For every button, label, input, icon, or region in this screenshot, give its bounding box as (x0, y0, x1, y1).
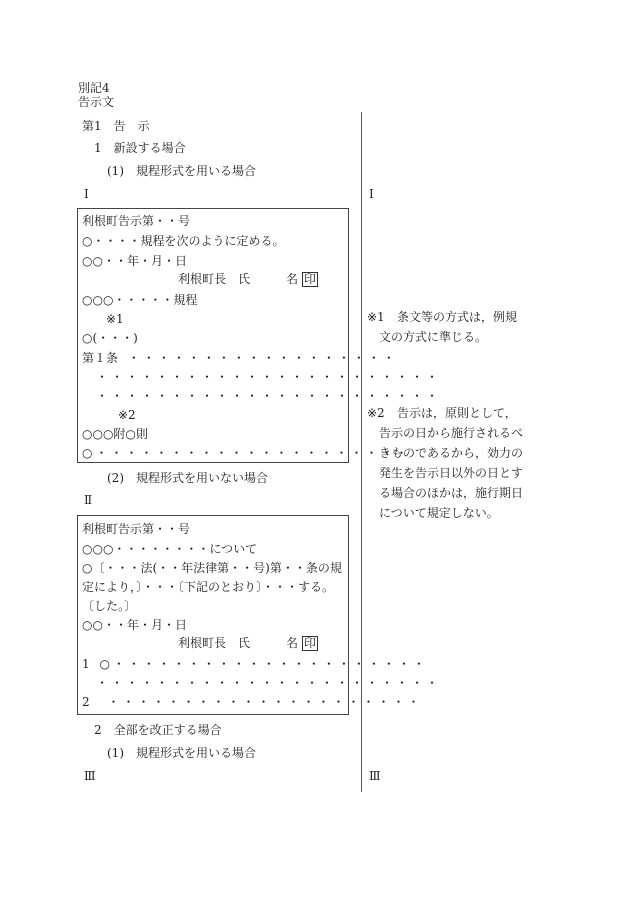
seal-stamp: 印 (304, 272, 317, 286)
note-1-mark: ※1 (367, 310, 385, 324)
right-label-III: Ⅲ (369, 769, 381, 783)
article-dots-line: ・・・・・・・・・・・・・・・・・・・・・・・ (96, 389, 442, 403)
notice-line: ○・・・・規程を次のように定める。 (82, 234, 285, 248)
notice-line: ○〔・・・法(・・年法律第・・号)第・・条の規 (82, 561, 342, 575)
notice-date: ○○・・年・月・日 (82, 254, 187, 268)
notice-number: 利根町告示第・・号 (82, 522, 191, 536)
notice-line: 〔した。〕 (82, 599, 137, 613)
mayor-name: 利根町長 氏 名 (178, 272, 299, 286)
article-1 (82, 351, 398, 365)
mayor-signature (178, 636, 318, 651)
article-dots-line: ・・・・・・・・・・・・・・・・・・・・・・・ (96, 370, 442, 384)
subheading-new-regulation: (1) 規程形式を用いる場合 (107, 164, 256, 178)
label-II: Ⅱ (84, 493, 93, 507)
label-I: Ⅰ (84, 187, 89, 201)
subheading-non-regulation: (2) 規程形式を用いない場合 (107, 471, 268, 485)
item-2-dots: ・・・・・・・・・・・・・・・・・・・・・ (107, 695, 423, 709)
notice-line: 定により，〕・・・〔下記のとおり〕・・・する。 (82, 580, 335, 594)
regulation-title: ○○○・・・・・規程 (82, 293, 198, 307)
note-1-text: 条文等の方式は，例規文の方式に準じる。 (379, 310, 518, 344)
label-III: Ⅲ (84, 769, 96, 783)
section-heading: 第1 告 示 (82, 119, 150, 133)
notice-date: ○○・・年・月・日 (82, 618, 187, 632)
supplementary-dots: ○・・・・・・・・・・・・・・・・・・・・・ (82, 446, 411, 460)
mayor-signature (178, 272, 318, 287)
notice-box-2 (77, 515, 442, 715)
mayor-name: 利根町長 氏 名 (178, 636, 299, 650)
supplementary-provision: ○○○附○則 (82, 427, 148, 441)
subheading-new: 1 新設する場合 (94, 141, 186, 155)
notice-box-1 (77, 208, 442, 463)
item-2-number: 2 (82, 695, 90, 709)
right-label-I: Ⅰ (369, 187, 374, 201)
item-2 (82, 695, 422, 709)
note-2-mark: ※2 (367, 406, 385, 420)
item-dots-line: ・・・・・・・・・・・・・・・・・・・・・・・ (96, 676, 442, 690)
seal-stamp: 印 (304, 636, 317, 650)
notice-number: 利根町告示第・・号 (82, 214, 191, 228)
doc-subtitle: 告示文 (78, 95, 115, 109)
subheading-full-revision-regulation: (1) 規程形式を用いる場合 (107, 746, 256, 760)
article-caption: ○(・・・) (82, 331, 138, 345)
doc-label: 別記4 (78, 81, 110, 95)
notice-line: ○○○・・・・・・・・について (82, 542, 258, 556)
article-1-dots: ・・・・・・・・・・・・・・・・・・ (127, 351, 398, 365)
article-1-label: 第１条 (82, 351, 119, 365)
note-mark-2: ※2 (118, 408, 136, 422)
note-mark-1: ※1 (106, 312, 124, 326)
subheading-full-revision: 2 全部を改正する場合 (94, 723, 222, 737)
item-1: 1 ○・・・・・・・・・・・・・・・・・・・・・ (82, 657, 428, 671)
note-2-text: 告示は，原則として，告示の日から施行されるべきものであるから，効力の発生を告示日以外の日とする場合のほかは，施行期日について規定しない。 (379, 406, 524, 520)
